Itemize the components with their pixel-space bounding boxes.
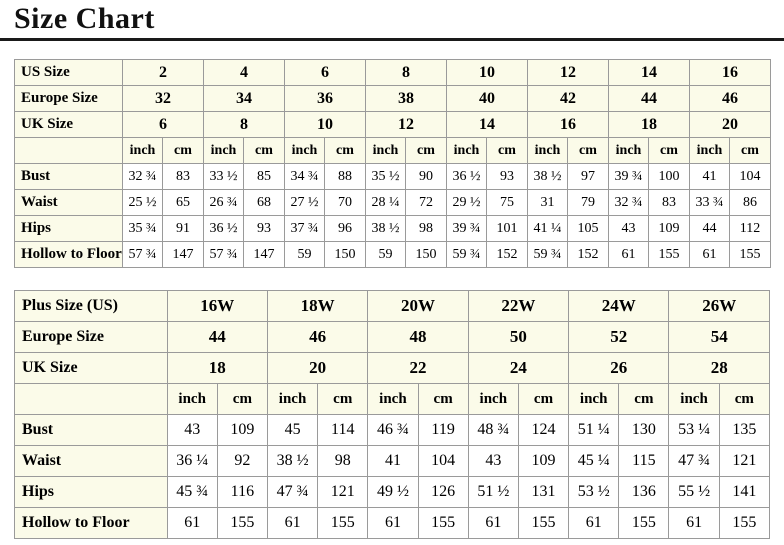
waist-inch: 26 ¾ (204, 190, 244, 216)
hips-cm: 112 (730, 216, 771, 242)
waist-cm: 65 (163, 190, 204, 216)
waist-inch: 45 ¼ (569, 446, 619, 477)
hips-cm: 96 (325, 216, 366, 242)
waist-inch: 32 ¾ (609, 190, 649, 216)
hips-cm: 116 (217, 477, 267, 508)
unit-cm: cm (619, 384, 669, 415)
hips-inch: 41 ¼ (528, 216, 568, 242)
hollow-inch: 59 ¾ (447, 242, 487, 268)
table-row-units (15, 384, 770, 415)
plus-size-table-wrap (0, 290, 784, 539)
unit-inch: inch (447, 138, 487, 164)
waist-inch: 38 ½ (267, 446, 317, 477)
uk-size-value: 16 (528, 112, 609, 138)
europe-size-value: 40 (447, 86, 528, 112)
uk-size-value: 22 (368, 353, 468, 384)
waist-cm: 104 (418, 446, 468, 477)
hips-inch: 43 (609, 216, 649, 242)
row-label-us-size: US Size (15, 60, 123, 86)
hips-inch: 55 ½ (669, 477, 719, 508)
waist-cm: 79 (568, 190, 609, 216)
hips-inch: 35 ¾ (123, 216, 163, 242)
hips-inch: 44 (690, 216, 730, 242)
hollow-cm: 147 (244, 242, 285, 268)
uk-size-value: 28 (669, 353, 770, 384)
unit-cm: cm (518, 384, 568, 415)
units-row-blank (15, 138, 123, 164)
table-row-hollow-to-floor (15, 242, 771, 268)
uk-size-value: 14 (447, 112, 528, 138)
row-label-uk-size: UK Size (15, 112, 123, 138)
bust-inch: 51 ¼ (569, 415, 619, 446)
row-label-europe-size: Europe Size (15, 86, 123, 112)
europe-size-value: 44 (167, 322, 267, 353)
europe-size-value: 34 (204, 86, 285, 112)
europe-size-value: 52 (569, 322, 669, 353)
hollow-cm: 155 (217, 508, 267, 539)
bust-inch: 41 (690, 164, 730, 190)
hips-cm: 121 (318, 477, 368, 508)
table-row-waist (15, 190, 771, 216)
waist-cm: 72 (406, 190, 447, 216)
table-row-hips (15, 477, 770, 508)
table-row-europe-size (15, 86, 771, 112)
table-row-bust (15, 415, 770, 446)
europe-size-value: 38 (366, 86, 447, 112)
waist-cm: 115 (619, 446, 669, 477)
hips-inch: 45 ¾ (167, 477, 217, 508)
hips-cm: 126 (418, 477, 468, 508)
hips-cm: 93 (244, 216, 285, 242)
row-label-hips: Hips (15, 477, 168, 508)
hips-cm: 105 (568, 216, 609, 242)
hollow-inch: 61 (267, 508, 317, 539)
hollow-cm: 150 (325, 242, 366, 268)
units-row-blank (15, 384, 168, 415)
bust-inch: 38 ½ (528, 164, 568, 190)
unit-cm: cm (217, 384, 267, 415)
unit-inch: inch (468, 384, 518, 415)
unit-cm: cm (418, 384, 468, 415)
hips-inch: 38 ½ (366, 216, 406, 242)
unit-inch: inch (569, 384, 619, 415)
hollow-inch: 59 ¾ (528, 242, 568, 268)
unit-cm: cm (568, 138, 609, 164)
unit-inch: inch (690, 138, 730, 164)
unit-inch: inch (609, 138, 649, 164)
hips-cm: 136 (619, 477, 669, 508)
hips-inch: 49 ½ (368, 477, 418, 508)
spacer-top (0, 41, 784, 59)
us-size-value: 10 (447, 60, 528, 86)
bust-cm: 130 (619, 415, 669, 446)
waist-inch: 28 ¼ (366, 190, 406, 216)
uk-size-value: 20 (690, 112, 771, 138)
bust-inch: 33 ½ (204, 164, 244, 190)
bust-cm: 88 (325, 164, 366, 190)
waist-inch: 33 ¾ (690, 190, 730, 216)
unit-inch: inch (167, 384, 217, 415)
us-size-value: 12 (528, 60, 609, 86)
waist-cm: 83 (649, 190, 690, 216)
unit-cm: cm (719, 384, 769, 415)
bust-inch: 53 ¼ (669, 415, 719, 446)
table-row-bust (15, 164, 771, 190)
bust-cm: 124 (518, 415, 568, 446)
uk-size-value: 18 (609, 112, 690, 138)
hollow-inch: 61 (569, 508, 619, 539)
hollow-inch: 61 (167, 508, 217, 539)
table-row-uk-size (15, 112, 771, 138)
hollow-inch: 57 ¾ (123, 242, 163, 268)
waist-inch: 47 ¾ (669, 446, 719, 477)
bust-cm: 90 (406, 164, 447, 190)
row-label-europe-size: Europe Size (15, 322, 168, 353)
bust-inch: 48 ¾ (468, 415, 518, 446)
hips-cm: 91 (163, 216, 204, 242)
row-label-hollow-to-floor: Hollow to Floor (15, 242, 123, 268)
spacer-between-tables (0, 268, 784, 290)
hollow-cm: 155 (649, 242, 690, 268)
bust-inch: 32 ¾ (123, 164, 163, 190)
hollow-inch: 59 (366, 242, 406, 268)
europe-size-value: 48 (368, 322, 468, 353)
plus-size-value: 26W (669, 291, 770, 322)
plus-size-table (14, 290, 770, 539)
us-size-value: 6 (285, 60, 366, 86)
hollow-inch: 59 (285, 242, 325, 268)
waist-inch: 27 ½ (285, 190, 325, 216)
row-label-hollow-to-floor: Hollow to Floor (15, 508, 168, 539)
bust-inch: 39 ¾ (609, 164, 649, 190)
unit-cm: cm (406, 138, 447, 164)
hollow-inch: 61 (609, 242, 649, 268)
hollow-cm: 155 (719, 508, 769, 539)
europe-size-value: 46 (267, 322, 367, 353)
europe-size-value: 54 (669, 322, 770, 353)
table-row-hips (15, 216, 771, 242)
unit-inch: inch (366, 138, 406, 164)
bust-cm: 85 (244, 164, 285, 190)
hips-cm: 101 (487, 216, 528, 242)
uk-size-value: 10 (285, 112, 366, 138)
table-row-uk-size (15, 353, 770, 384)
waist-cm: 68 (244, 190, 285, 216)
hips-inch: 47 ¾ (267, 477, 317, 508)
bust-inch: 35 ½ (366, 164, 406, 190)
waist-cm: 121 (719, 446, 769, 477)
waist-inch: 41 (368, 446, 418, 477)
table-row-plus-size (15, 291, 770, 322)
hollow-cm: 152 (568, 242, 609, 268)
hollow-inch: 61 (669, 508, 719, 539)
waist-cm: 98 (318, 446, 368, 477)
hollow-cm: 155 (518, 508, 568, 539)
hollow-cm: 150 (406, 242, 447, 268)
bust-cm: 93 (487, 164, 528, 190)
plus-size-value: 24W (569, 291, 669, 322)
row-label-uk-size: UK Size (15, 353, 168, 384)
europe-size-value: 46 (690, 86, 771, 112)
bust-cm: 119 (418, 415, 468, 446)
unit-inch: inch (204, 138, 244, 164)
uk-size-value: 6 (123, 112, 204, 138)
hips-inch: 37 ¾ (285, 216, 325, 242)
us-size-value: 16 (690, 60, 771, 86)
bust-inch: 46 ¾ (368, 415, 418, 446)
waist-cm: 75 (487, 190, 528, 216)
hollow-inch: 61 (690, 242, 730, 268)
unit-cm: cm (325, 138, 366, 164)
standard-size-table-wrap (0, 59, 784, 268)
row-label-waist: Waist (15, 446, 168, 477)
table-row-us-size (15, 60, 771, 86)
uk-size-value: 26 (569, 353, 669, 384)
bust-cm: 83 (163, 164, 204, 190)
unit-inch: inch (267, 384, 317, 415)
unit-cm: cm (244, 138, 285, 164)
unit-inch: inch (669, 384, 719, 415)
plus-size-value: 16W (167, 291, 267, 322)
waist-inch: 31 (528, 190, 568, 216)
us-size-value: 14 (609, 60, 690, 86)
unit-inch: inch (285, 138, 325, 164)
table-row-waist (15, 446, 770, 477)
unit-inch: inch (528, 138, 568, 164)
hips-inch: 36 ½ (204, 216, 244, 242)
table-row-hollow-to-floor (15, 508, 770, 539)
row-label-bust: Bust (15, 164, 123, 190)
us-size-value: 2 (123, 60, 204, 86)
us-size-value: 8 (366, 60, 447, 86)
hips-inch: 39 ¾ (447, 216, 487, 242)
table-row-europe-size (15, 322, 770, 353)
waist-inch: 29 ½ (447, 190, 487, 216)
waist-inch: 36 ¼ (167, 446, 217, 477)
hollow-inch: 61 (468, 508, 518, 539)
bust-inch: 43 (167, 415, 217, 446)
bust-inch: 34 ¾ (285, 164, 325, 190)
bust-inch: 45 (267, 415, 317, 446)
waist-cm: 92 (217, 446, 267, 477)
bust-cm: 109 (217, 415, 267, 446)
row-label-bust: Bust (15, 415, 168, 446)
unit-cm: cm (163, 138, 204, 164)
europe-size-value: 44 (609, 86, 690, 112)
unit-cm: cm (487, 138, 528, 164)
table-row-units (15, 138, 771, 164)
uk-size-value: 20 (267, 353, 367, 384)
waist-cm: 70 (325, 190, 366, 216)
uk-size-value: 18 (167, 353, 267, 384)
uk-size-value: 24 (468, 353, 568, 384)
row-label-hips: Hips (15, 216, 123, 242)
waist-cm: 86 (730, 190, 771, 216)
hollow-cm: 155 (418, 508, 468, 539)
europe-size-value: 50 (468, 322, 568, 353)
unit-inch: inch (123, 138, 163, 164)
hips-inch: 53 ½ (569, 477, 619, 508)
bust-cm: 114 (318, 415, 368, 446)
hips-cm: 98 (406, 216, 447, 242)
unit-cm: cm (318, 384, 368, 415)
unit-inch: inch (368, 384, 418, 415)
plus-size-value: 22W (468, 291, 568, 322)
hips-inch: 51 ½ (468, 477, 518, 508)
hollow-cm: 147 (163, 242, 204, 268)
waist-cm: 109 (518, 446, 568, 477)
bust-cm: 100 (649, 164, 690, 190)
europe-size-value: 42 (528, 86, 609, 112)
hips-cm: 109 (649, 216, 690, 242)
unit-cm: cm (649, 138, 690, 164)
uk-size-value: 12 (366, 112, 447, 138)
waist-inch: 25 ½ (123, 190, 163, 216)
hollow-inch: 61 (368, 508, 418, 539)
uk-size-value: 8 (204, 112, 285, 138)
hips-cm: 131 (518, 477, 568, 508)
hollow-cm: 155 (318, 508, 368, 539)
hollow-cm: 155 (730, 242, 771, 268)
hips-cm: 141 (719, 477, 769, 508)
bust-cm: 104 (730, 164, 771, 190)
standard-size-table (14, 59, 771, 268)
unit-cm: cm (730, 138, 771, 164)
bust-cm: 97 (568, 164, 609, 190)
bust-cm: 135 (719, 415, 769, 446)
page-title: Size Chart (14, 2, 155, 35)
plus-size-value: 20W (368, 291, 468, 322)
row-label-plus-size: Plus Size (US) (15, 291, 168, 322)
hollow-inch: 57 ¾ (204, 242, 244, 268)
europe-size-value: 36 (285, 86, 366, 112)
row-label-waist: Waist (15, 190, 123, 216)
plus-size-value: 18W (267, 291, 367, 322)
bust-inch: 36 ½ (447, 164, 487, 190)
europe-size-value: 32 (123, 86, 204, 112)
us-size-value: 4 (204, 60, 285, 86)
waist-inch: 43 (468, 446, 518, 477)
hollow-cm: 152 (487, 242, 528, 268)
hollow-cm: 155 (619, 508, 669, 539)
